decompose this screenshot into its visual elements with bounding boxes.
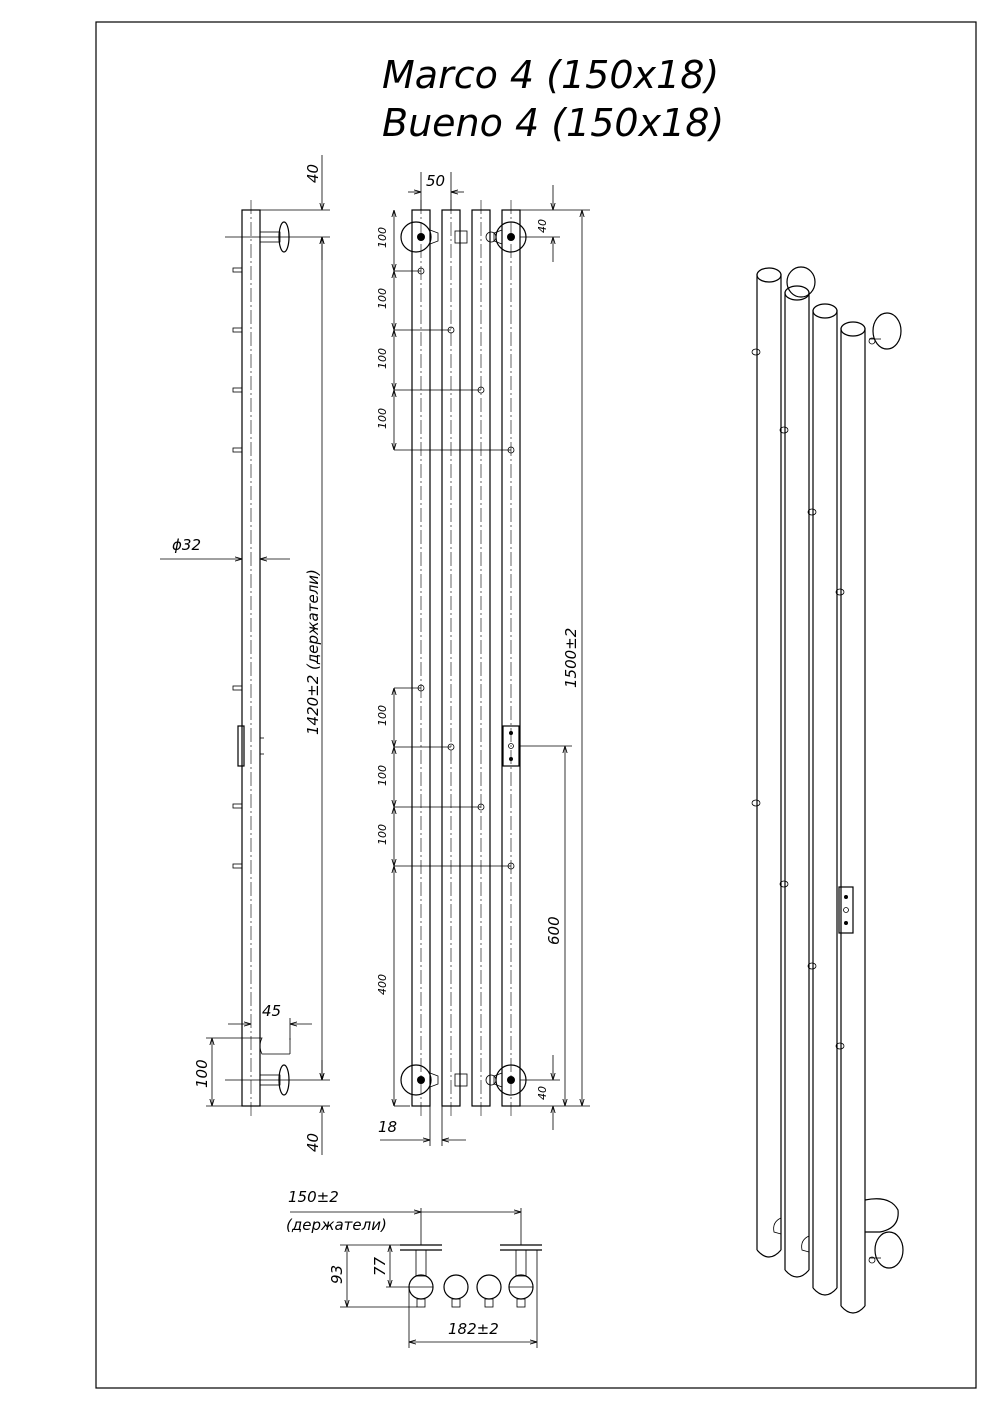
side-bracket-width-label: 45 xyxy=(262,1002,282,1020)
front-tube-spacing-label: 50 xyxy=(426,172,446,190)
side-top-bracket xyxy=(225,222,330,252)
bottom-view xyxy=(286,1188,542,1348)
front-top-holders xyxy=(401,222,526,252)
front-pins xyxy=(418,268,514,869)
side-pins xyxy=(233,268,242,868)
front-top-offset-label: 40 xyxy=(536,219,549,233)
side-diameter-label: ϕ32 xyxy=(172,536,201,554)
front-lower-spacing-1: 100 xyxy=(376,705,389,726)
bottom-tube-2 xyxy=(444,1275,468,1299)
side-view xyxy=(160,155,330,1155)
front-view xyxy=(376,172,590,1146)
bottom-width-total-label: 182±2 xyxy=(448,1320,499,1338)
front-bottom-holders xyxy=(401,1065,526,1095)
front-lower-spacing-2: 100 xyxy=(376,765,389,786)
isometric-view xyxy=(752,267,903,1313)
front-upper-spacing-4: 100 xyxy=(376,408,389,429)
side-bottom-bracket xyxy=(225,1038,330,1095)
front-lower-spacing-3: 100 xyxy=(376,824,389,845)
bottom-depth-bracket-label: 77 xyxy=(371,1256,389,1276)
title-line-2: Bueno 4 (150x18) xyxy=(382,101,725,145)
side-bottom-offset-label: 40 xyxy=(304,1132,322,1152)
front-upper-spacing-1: 100 xyxy=(376,227,389,248)
title-line-1: Marco 4 (150x18) xyxy=(382,53,720,97)
front-lower-spacing-4: 400 xyxy=(376,974,389,995)
bottom-bracket-distance-label: 150±2 xyxy=(288,1188,339,1206)
side-bracket-height-label: 100 xyxy=(193,1059,211,1088)
bottom-bracket-label: (держатели) xyxy=(286,1216,387,1234)
front-upper-spacing-2: 100 xyxy=(376,288,389,309)
front-total-height-label: 1500±2 xyxy=(562,627,580,688)
front-valve-height-label: 600 xyxy=(545,916,563,945)
front-upper-spacing-3: 100 xyxy=(376,348,389,369)
isometric-pins xyxy=(752,349,844,1049)
front-bottom-offset-label: 40 xyxy=(536,1086,549,1100)
front-valve-gap-label: 18 xyxy=(378,1118,398,1136)
bottom-depth-total-label: 93 xyxy=(328,1264,346,1284)
side-top-offset-label: 40 xyxy=(304,163,322,183)
bottom-tube-3 xyxy=(477,1275,501,1299)
side-length-label: 1420±2 (держатели) xyxy=(304,569,322,735)
